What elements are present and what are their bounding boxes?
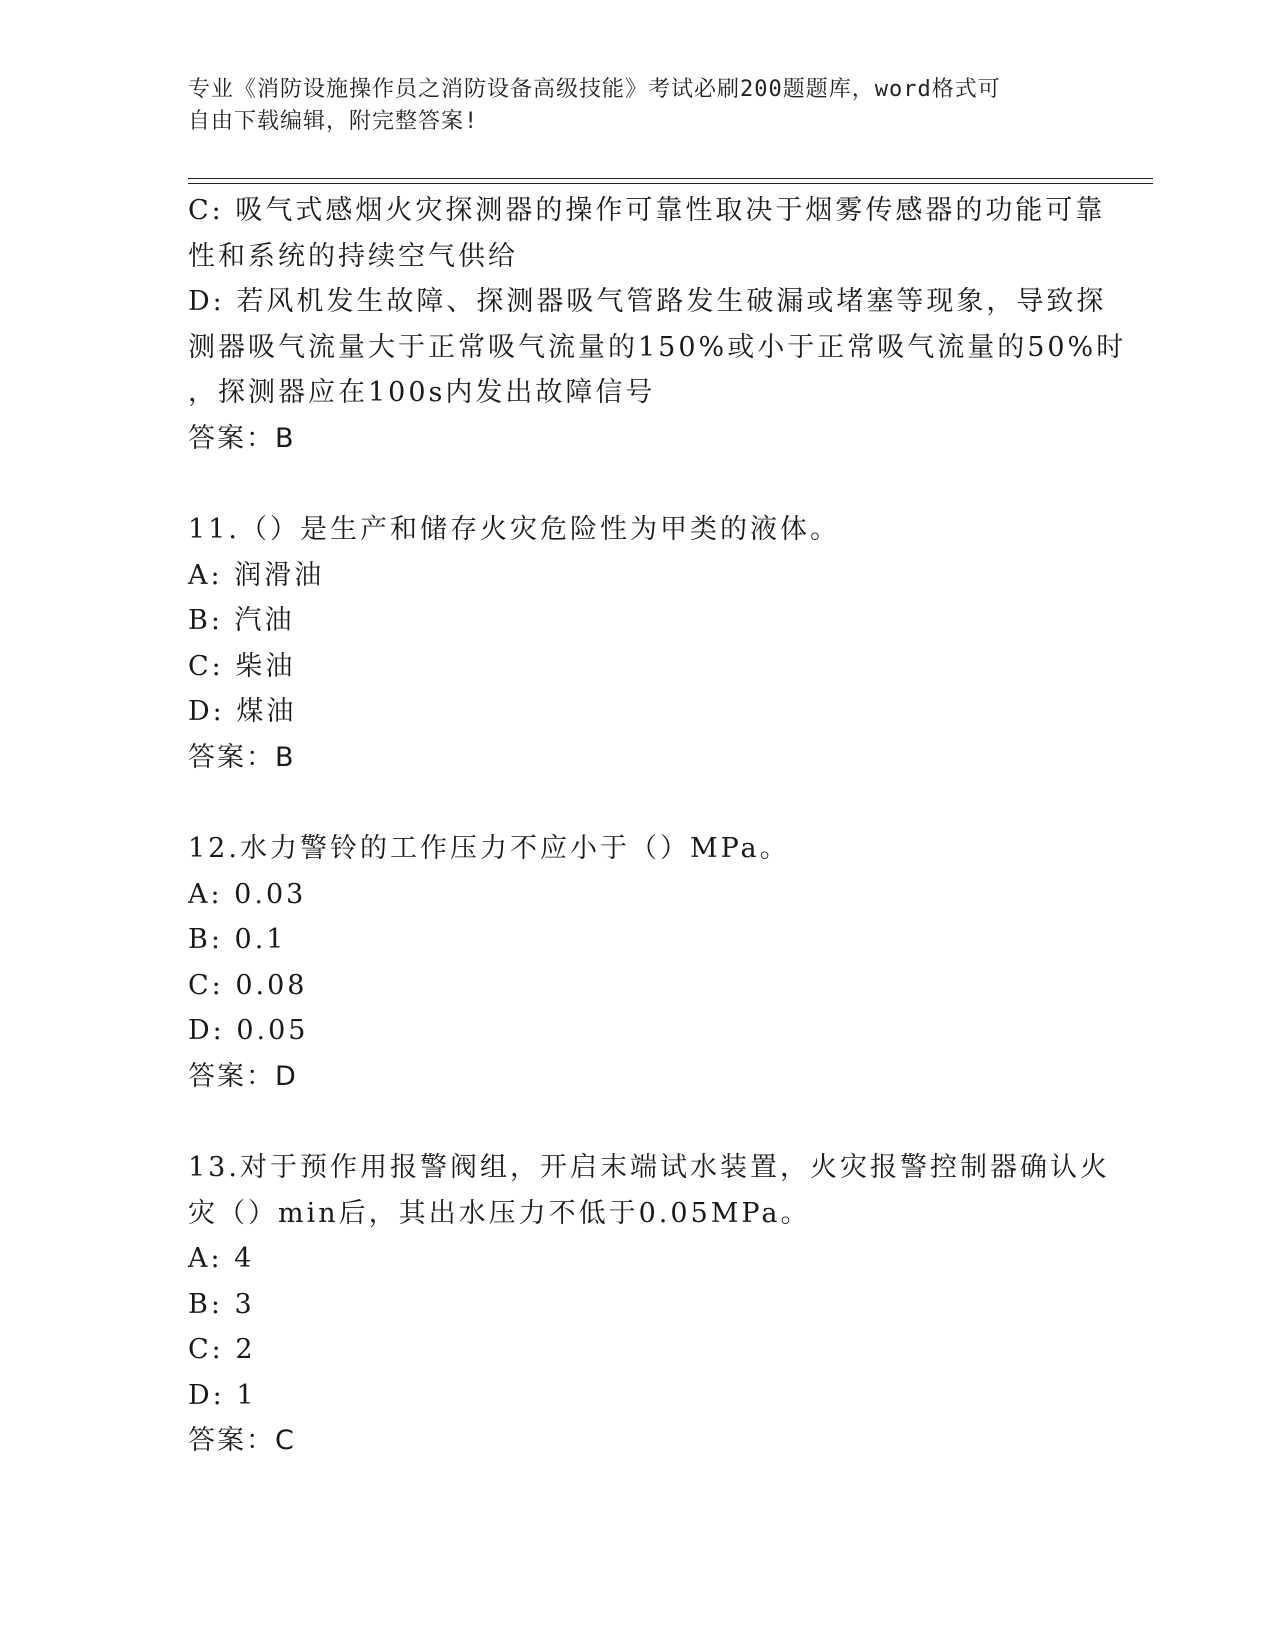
option-d: D: 1 (188, 1379, 257, 1411)
option-c-line-2: 性和系统的持续空气供给 (188, 240, 518, 272)
answer-line: 答案：B (188, 422, 296, 454)
option-d-line-3: ，探测器应在100s内发出故障信号 (188, 377, 656, 408)
document-header (188, 74, 1088, 138)
option-a: A: 4 (188, 1243, 255, 1274)
header-title-line-1: 专业《消防设施操作员之消防设备高级技能》考试必刷200题题库，word格式可 (188, 77, 1001, 102)
option-c: C: 柴油 (188, 650, 296, 682)
spacer (188, 1099, 1088, 1145)
header-title-line-2: 自由下载编辑，附完整答案! (188, 109, 479, 134)
header-divider-bottom (188, 183, 1153, 184)
question-stem-line-1: 13.对于预作用报警阀组，开启末端试水装置，火灾报警控制器确认火 (188, 1152, 1110, 1183)
answer-line: 答案：D (188, 1060, 298, 1092)
question-stem-line-2: 灾（）min后，其出水压力不低于0.05MPa。 (188, 1197, 811, 1229)
option-b: B: 3 (188, 1288, 255, 1320)
option-d: D: 0.05 (188, 1015, 309, 1046)
option-d: D: 煤油 (188, 696, 297, 727)
answer-line: 答案：B (188, 741, 296, 773)
question-10-continued (188, 188, 1127, 461)
spacer (188, 780, 1088, 826)
option-d-line-1: D: 若风机发生故障、探测器吸气管路发生破漏或堵塞等现象，导致探 (188, 286, 1107, 317)
option-c: C: 2 (188, 1334, 256, 1365)
question-11 (188, 507, 1088, 780)
option-b: B: 0.1 (188, 924, 287, 955)
option-a: A: 润滑油 (188, 559, 325, 591)
spacer (188, 461, 1088, 507)
question-content (188, 188, 1127, 1464)
question-stem: 11.（）是生产和储存火灾危险性为甲类的液体。 (188, 514, 840, 545)
option-c-line-1: C: 吸气式感烟火灾探测器的操作可靠性取决于烟雾传感器的功能可靠 (188, 195, 1106, 226)
option-a: A: 0.03 (188, 878, 307, 910)
answer-line: 答案：C (188, 1425, 296, 1456)
option-c: C: 0.08 (188, 969, 308, 1001)
question-stem: 12.水力警铃的工作压力不应小于（）MPa。 (188, 833, 790, 864)
question-12 (188, 826, 1088, 1099)
header-divider-top (188, 178, 1153, 179)
option-d-line-2: 测器吸气流量大于正常吸气流量的150%或小于正常吸气流量的50%时 (188, 331, 1127, 363)
option-b: B: 汽油 (188, 605, 295, 636)
question-13 (188, 1145, 1110, 1464)
